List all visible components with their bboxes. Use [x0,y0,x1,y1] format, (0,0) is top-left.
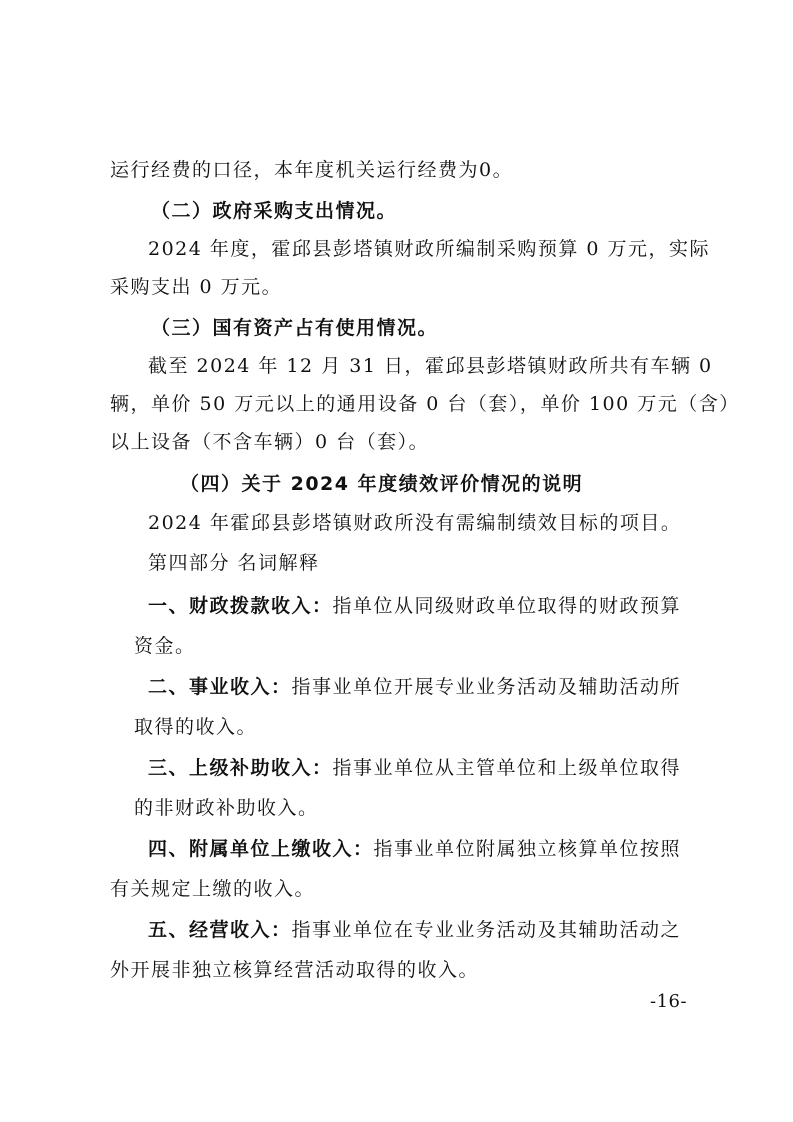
glossary-term-line [148,754,681,782]
glossary-term: 五、经营收入： [148,919,292,941]
paragraph-line: 截至 2024 年 12 月 31 日，霍邱县彭塔镇财政所共有车辆 0 [148,355,713,377]
glossary-definition-cont: 资金。 [134,635,196,657]
glossary-term: 二、事业收入： [148,676,292,698]
paragraph-line: 2024 年度，霍邱县彭塔镇财政所编制采购预算 0 万元，实际 [148,238,711,260]
glossary-definition-cont: 外开展非独立核算经营活动取得的收入。 [110,959,480,981]
glossary-term: 四、附属单位上缴收入： [148,838,374,860]
glossary-definition-cont: 的非财政补助收入。 [134,797,319,819]
paragraph-line: 运行经费的口径，本年度机关运行经费为0。 [110,159,514,181]
glossary-term-line [148,673,681,701]
glossary-definition-cont: 有关规定上缴的收入。 [110,878,316,900]
paragraph-line: 2024 年霍邱县彭塔镇财政所没有需编制绩效目标的项目。 [148,512,682,534]
section-heading-assets: （三）国有资产占有使用情况。 [151,317,439,339]
glossary-definition: 指事业单位开展专业业务活动及辅助活动所 [291,676,682,698]
glossary-definition: 指事业单位从主管单位和上级单位取得 [332,757,682,779]
paragraph-line: 辆，单价 50 万元以上的通用设备 0 台（套），单价 100 万元（含） [110,393,740,415]
paragraph-line: 采购支出 0 万元。 [110,276,283,298]
page-number: -16- [650,991,688,1012]
glossary-definition: 指单位从同级财政单位取得的财政预算 [332,595,682,617]
glossary-term-line [148,835,681,863]
glossary-definition: 指事业单位在专业业务活动及其辅助活动之 [291,919,682,941]
paragraph-line: 以上设备（不含车辆）0 台（套）。 [110,431,430,453]
section-heading-performance: （四）关于 2024 年度绩效评价情况的说明 [180,473,584,495]
glossary-term-line [148,916,681,944]
glossary-definition-cont: 取得的收入。 [134,716,258,738]
glossary-definition: 指事业单位附属独立核算单位按照 [373,838,682,860]
section-heading-procurement: （二）政府采购支出情况。 [151,200,398,222]
glossary-term: 一、财政拨款收入： [148,595,333,617]
glossary-term: 三、上级补助收入： [148,757,333,779]
part-heading-glossary: 第四部分 名词解释 [148,552,320,574]
glossary-term-line [148,592,681,620]
